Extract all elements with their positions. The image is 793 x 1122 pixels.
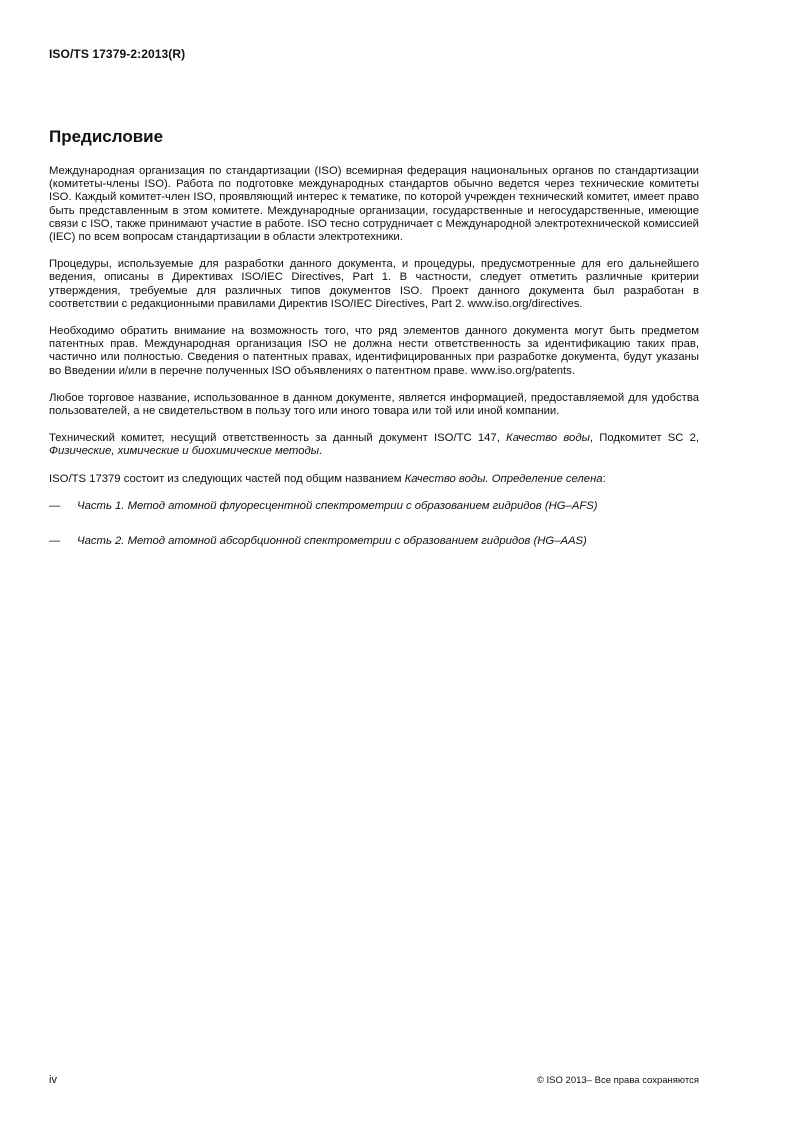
paragraph-parts-intro [49, 473, 699, 486]
parts-intro-text-c: : [602, 472, 606, 485]
committee-text-c: , Подкомитет SC 2, [589, 432, 700, 445]
paragraph-iso-intro: Международная организация по стандартизации (ISO) всемирная федерация национальных органов по стандартизации (комитеты-члены ISO). Работа по подготовке международных стандартов обычно ведется через технические комитеты ISO. Каждый комитет-член ISO, проявляющий интерес к тематике, по которой учрежден технический комитет, имеет право быть представленным в этом комитете. Международные организации, государственные и негосударственные, имеющие связи с ISO, также принимают участие в работе. ISO тесно сотрудничает с Международной электротехнической комиссией (IEC) по всем вопросам стандартизации в области электротехники. [49, 165, 699, 244]
dash-marker: — [49, 499, 61, 512]
parts-general-title: Качество воды. Определение селена [404, 472, 603, 485]
list-item-part-1 [49, 500, 699, 513]
part-2-title: Часть 2. Метод атомной абсорбционной спектрометрии с образованием гидридов (HG–AAS) [77, 535, 587, 548]
dash-marker: — [49, 535, 61, 548]
page-title: Предисловие [49, 127, 164, 146]
paragraph-procedures: Процедуры, используемые для разработки данного документа, и процедуры, предусмотренные для его дальнейшего ведения, описаны в Директивах ISO/IEC Directives, Part 1. В частности, следует отметить различные критерии утверждения, требуемые для различных типов документов ISO. Проект данного документа был разработан в соответствии с редакционными правилами Директив ISO/IEC Directives, Part 2. www.iso.org/directives. [49, 258, 699, 310]
committee-text-a: Технический комитет, несущий ответственность за данный документ ISO/TC 147, [49, 432, 507, 445]
page-number: iv [49, 1074, 57, 1086]
foreword-body [49, 165, 699, 570]
document-code: ISO/TS 17379-2:2013(R) [49, 47, 186, 61]
committee-text-e: . [319, 445, 323, 458]
copyright-notice: © ISO 2013– Все права сохраняются [536, 1075, 699, 1086]
subcommittee-title: Физические, химические и биохимические методы [49, 445, 320, 458]
part-1-title: Часть 1. Метод атомной флуоресцентной спектрометрии с образованием гидридов (HG–AFS) [77, 499, 598, 512]
paragraph-committee [49, 432, 699, 458]
paragraph-patents: Необходимо обратить внимание на возможность того, что ряд элементов данного документа могут быть предметом патентных прав. Международная организация ISO не должна нести ответственность за идентификацию таких прав, частично или полностью. Сведения о патентных правах, идентифицированных при разработке документа, будут указаны во Введении и/или в перечне полученных ISO объявлениях о патентном праве. www.iso.org/patents. [49, 325, 699, 377]
paragraph-trade-names: Любое торговое название, использованное в данном документе, является информацией, предоставляемой для удобства пользователей, а не свидетельством в пользу того или иного товара или той или иной компании. [49, 391, 699, 418]
committee-title-water-quality: Качество воды [506, 432, 590, 445]
parts-intro-text-a: ISO/TS 17379 состоит из следующих частей под общим названием [49, 472, 405, 485]
list-item-part-2 [49, 535, 699, 548]
